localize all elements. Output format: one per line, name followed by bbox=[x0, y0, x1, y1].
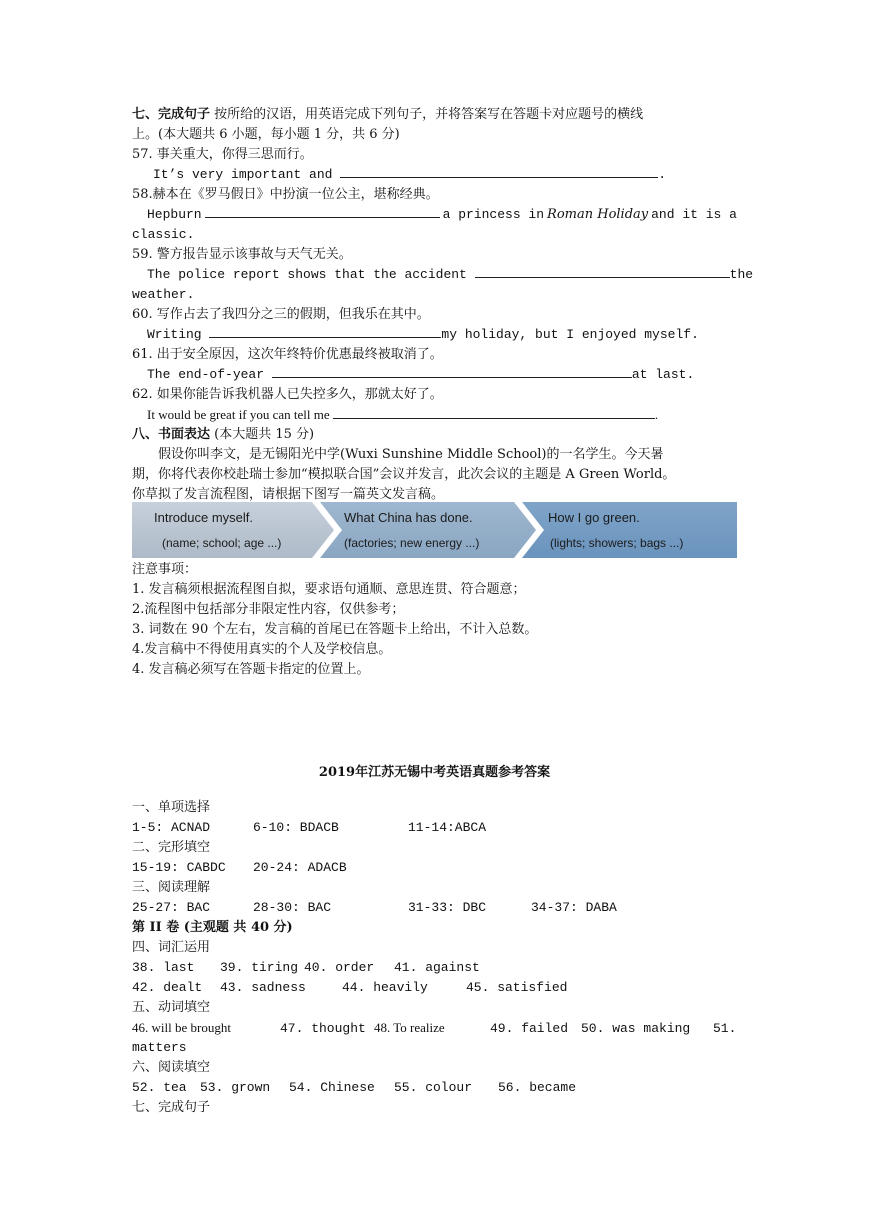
answers-s6-heading: 六、阅读填空 bbox=[132, 1060, 211, 1075]
flow-step-3-sub: (lights; showers; bags ...) bbox=[550, 536, 684, 550]
q60-end: my holiday, but I enjoyed myself. bbox=[441, 327, 699, 342]
q57-text: It’s very important and bbox=[153, 167, 333, 182]
flow-step-1-title: Introduce myself. bbox=[154, 510, 253, 525]
answer-20-24: 20-24: ADACB bbox=[253, 860, 347, 875]
answers-s4-row-1 bbox=[132, 958, 480, 978]
section-8-para-2: 期，你将代表你校赴瑞士参加“模拟联合国”会议并发言，此次会议的主题是 A Green World。 bbox=[132, 467, 676, 482]
note-4: 4.发言稿中不得使用真实的个人及学校信息。 bbox=[132, 642, 392, 657]
note-1: 1. 发言稿须根据流程图自拟，要求语句通顺、意思连贯、符合题意； bbox=[132, 582, 526, 597]
answers-s3-row bbox=[132, 898, 617, 918]
speech-flowchart bbox=[132, 502, 737, 558]
note-3: 3. 词数在 90 个左右，发言稿的首尾已在答题卡上给出，不计入总数。 bbox=[132, 622, 538, 637]
q61-text: The end-of-year bbox=[147, 367, 265, 382]
answer-54: 54. Chinese bbox=[289, 1080, 375, 1095]
q59-text: The police report shows that the accident bbox=[147, 267, 467, 282]
note-5: 4. 发言稿必须写在答题卡指定的位置上。 bbox=[132, 662, 370, 677]
q58-blank bbox=[205, 205, 440, 218]
answer-15-19: 15-19: CABDC bbox=[132, 860, 226, 875]
answers-s3-heading: 三、阅读理解 bbox=[132, 880, 211, 895]
answers-s5-heading: 五、动词填空 bbox=[132, 1000, 211, 1015]
answers-s2-row bbox=[132, 858, 347, 878]
answer-56: 56. became bbox=[498, 1080, 577, 1095]
flow-step-2-sub: (factories; new energy ...) bbox=[344, 536, 480, 550]
answers-s7-heading: 七、完成句子 bbox=[132, 1100, 211, 1115]
answer-44: 44. heavily bbox=[342, 980, 428, 995]
q61-chinese: 61. 出于安全原因，这次年终特价优惠最终被取消了。 bbox=[132, 347, 443, 362]
answer-25-27: 25-27: BAC bbox=[132, 900, 211, 915]
q57-english bbox=[153, 165, 666, 185]
answers-s4-heading: 四、词汇运用 bbox=[132, 940, 211, 955]
answer-34-37: 34-37: DABA bbox=[531, 900, 617, 915]
answer-48: 48. To realize bbox=[374, 1020, 445, 1035]
answers-title: 2019年江苏无锡中考英语真题参考答案 bbox=[318, 765, 551, 780]
answer-46: 46. will be brought bbox=[132, 1020, 231, 1035]
q59-end: the bbox=[729, 267, 754, 282]
flow-step-3-title: How I go green. bbox=[548, 510, 640, 525]
q60-english bbox=[147, 325, 699, 345]
q60-text: Writing bbox=[147, 327, 202, 342]
q59-english bbox=[147, 265, 753, 285]
flow-step-1-sub: (name; school; age ...) bbox=[162, 536, 282, 550]
section-8-para-1: 假设你叫李文，是无锡阳光中学(Wuxi Sunshine Middle School)的一名学生。今天暑 bbox=[158, 447, 664, 462]
answer-43: 43. sadness bbox=[220, 980, 306, 995]
answers-part2-heading: 第 II 卷 (主观题 共 40 分) bbox=[132, 920, 293, 935]
section-7-instruction-a: 按所给的汉语，用英语完成下列句子，并将答案写在答题卡对应题号的横线 bbox=[214, 107, 644, 122]
note-2: 2.流程图中包括部分非限定性内容，仅供参考； bbox=[132, 602, 405, 617]
answer-45: 45. satisfied bbox=[466, 980, 568, 995]
section-8-para-3: 你草拟了发言流程图，请根据下图写一篇英文发言稿。 bbox=[132, 487, 445, 502]
q60-blank bbox=[209, 325, 441, 338]
q62-blank bbox=[333, 406, 655, 419]
q58-text-a: Hepburn bbox=[147, 207, 202, 222]
section-8-header bbox=[132, 425, 314, 445]
q58-cont: classic. bbox=[132, 227, 195, 242]
q59-cont: weather. bbox=[132, 287, 195, 302]
q57-chinese: 57. 事关重大，你得三思而行。 bbox=[132, 147, 313, 162]
q58-title: Roman Holiday bbox=[547, 207, 649, 222]
answer-38: 38. last bbox=[132, 960, 195, 975]
q59-chinese: 59. 警方报告显示该事故与天气无关。 bbox=[132, 247, 352, 262]
answer-1-5: 1-5: ACNAD bbox=[132, 820, 211, 835]
q62-chinese: 62. 如果你能告诉我机器人已失控多久，那就太好了。 bbox=[132, 387, 443, 402]
section-8-note: (本大题共 15 分) bbox=[214, 427, 315, 442]
answer-55: 55. colour bbox=[394, 1080, 473, 1095]
q60-chinese: 60. 写作占去了我四分之三的假期，但我乐在其中。 bbox=[132, 307, 430, 322]
section-7-instruction bbox=[132, 105, 643, 125]
q61-blank bbox=[272, 365, 632, 378]
q62-english bbox=[147, 405, 658, 425]
answer-40: 40. order bbox=[304, 960, 375, 975]
answer-41: 41. against bbox=[394, 960, 480, 975]
q58-text-c: and it is a bbox=[651, 207, 737, 222]
q59-blank bbox=[475, 265, 730, 278]
q58-chinese: 58.赫本在《罗马假日》中扮演一位公主，堪称经典。 bbox=[132, 187, 439, 202]
q57-blank bbox=[340, 165, 658, 178]
flow-step-2-title: What China has done. bbox=[344, 510, 473, 525]
answers-s2-heading: 二、完形填空 bbox=[132, 840, 211, 855]
answer-51-number: 51. bbox=[713, 1021, 737, 1036]
section-7-instruction-b: 上。(本大题共 6 小题，每小题 1 分，共 6 分) bbox=[132, 127, 400, 142]
q62-text: It would be great if you can tell me bbox=[147, 407, 330, 422]
answer-42: 42. dealt bbox=[132, 980, 203, 995]
answer-47: 47. thought bbox=[280, 1021, 366, 1036]
q61-english bbox=[147, 365, 694, 385]
q57-end: . bbox=[658, 167, 667, 182]
answer-6-10: 6-10: BDACB bbox=[253, 820, 339, 835]
q58-text-b: a princess in bbox=[442, 207, 545, 222]
answers-s4-row-2 bbox=[132, 978, 567, 998]
section-8-heading: 八、书面表达 bbox=[132, 427, 211, 442]
answer-53: 53. grown bbox=[200, 1080, 271, 1095]
answer-52: 52. tea bbox=[132, 1080, 187, 1095]
notes-title: 注意事项： bbox=[132, 562, 198, 577]
q61-end: at last. bbox=[631, 367, 695, 382]
answer-51: matters bbox=[132, 1040, 187, 1055]
answers-s5-row-1 bbox=[132, 1018, 736, 1039]
answer-49: 49. failed bbox=[490, 1021, 569, 1036]
answer-39: 39. tiring bbox=[220, 960, 299, 975]
answer-31-33: 31-33: DBC bbox=[408, 900, 487, 915]
answer-11-14: 11-14:ABCA bbox=[408, 820, 487, 835]
section-7-heading: 七、完成句子 bbox=[132, 107, 211, 122]
answers-s1-row bbox=[132, 818, 486, 838]
q58-english bbox=[147, 205, 737, 225]
answers-s1-heading: 一、单项选择 bbox=[132, 800, 211, 815]
answer-50: 50. was making bbox=[581, 1021, 691, 1036]
answers-s6-row bbox=[132, 1078, 576, 1098]
q62-end: . bbox=[654, 407, 659, 422]
answer-28-30: 28-30: BAC bbox=[253, 900, 332, 915]
